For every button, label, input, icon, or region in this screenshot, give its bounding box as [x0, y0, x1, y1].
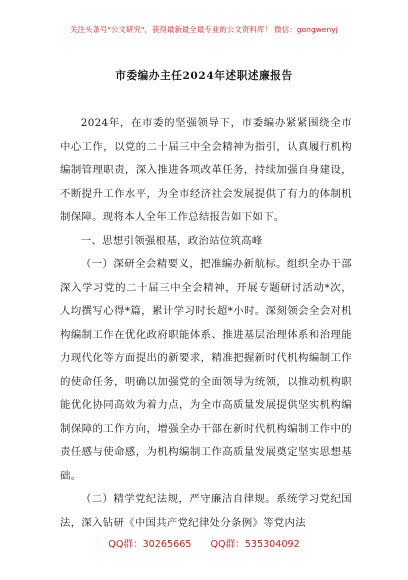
paragraph-1: （一）深研全会精要义，把准编办新航标。组织全办干部深入学习党的二十届三中全会精神，开展专题研讨活动*次，人均撰写心得*篇，累计学习时长超*小时。深刻领会全会对机构编制工作在优化政府职能体系、推进基层治理体系和治理能力现代化等方面提出的新要求，精准把握新时代机构编制工作的使命任务，明确以加强党的全面领导为统领，以推动机构职能优化协同高效为着力点，为全市高质量发展提供坚实机构编制保障的工作方向，增强全办干部在新时代机构编制工作中的责任感与使命感，为机构编制工作高质量发展奠定坚实思想基础。	[60, 258, 352, 482]
header-banner: 关注头条号"公文研究"，获得最新最全最专业的公文资料库！ 微信：gongwenyj	[70, 25, 338, 34]
paragraph-2: （二）精学党纪法规，严守廉洁自律规。系统学习党纪国法，深入钻研《中国共产党纪律处分条例》等党内法	[60, 493, 352, 529]
section-heading: 一、思想引领强根基，政治站位筑高峰	[80, 234, 263, 247]
qq-group-1: QQ群：30265665	[108, 539, 192, 550]
footer-contact	[0, 536, 408, 550]
document-title: 市委编办主任2024年述职述廉报告	[115, 70, 293, 82]
document-body	[60, 112, 352, 535]
intro-paragraph: 2024年，在市委的坚强领导下，市委编办紧紧围绕全市中心工作，以党的二十届三中全会精神为指引，认真履行机构编制管理职责，深入推进各项改革任务，持续加强自身建设，不断提升工作水平，为全市经济社会发展提供了有力的体制机制保障。现将本人全年工作总结报告如下如下。	[60, 117, 352, 223]
qq-group-2: QQ群：535304092	[210, 539, 300, 550]
